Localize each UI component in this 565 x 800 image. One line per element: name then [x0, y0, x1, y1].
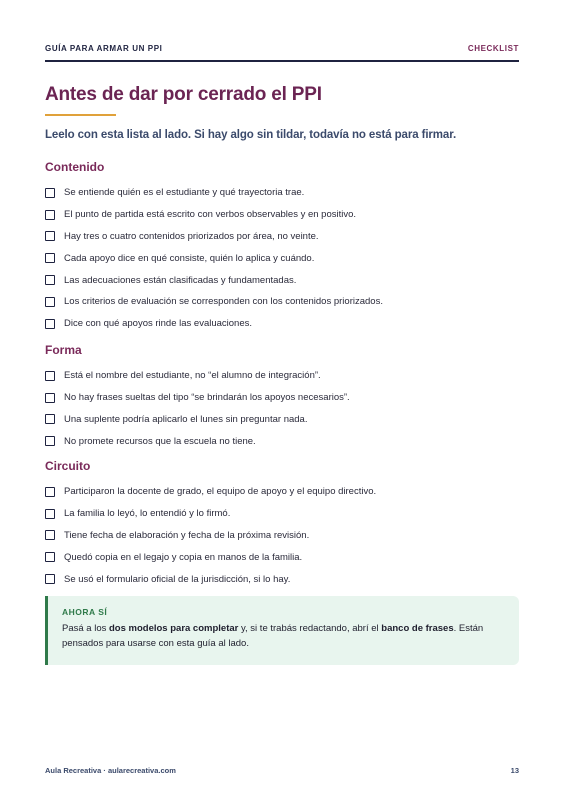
checkbox[interactable] [45, 436, 55, 446]
checklist-item[interactable]: Quedó copia en el legajo y copia en manos de la familia. [45, 546, 525, 568]
section-label: CHECKLIST [467, 44, 519, 53]
page-footer [45, 766, 519, 775]
checklist-item[interactable]: Participaron la docente de grado, el equipo de apoyo y el equipo directivo. [45, 481, 525, 503]
phrase-bank-link: banco de frases [381, 623, 454, 634]
checklist-item[interactable]: No hay frases sueltas del tipo “se brindarán los apoyos necesarios”. [45, 387, 525, 409]
checklist-item[interactable]: Se usó el formulario oficial de la jurisdicción, si lo hay. [45, 568, 525, 590]
section-circuito [45, 459, 525, 590]
checklist-item[interactable]: Los criterios de evaluación se corresponden con los contenidos priorizados. [45, 291, 525, 313]
checklist-item[interactable]: Dice con qué apoyos rinde las evaluaciones. [45, 313, 525, 335]
callout-title: AHORA SÍ [62, 607, 108, 617]
models-link: dos modelos para completar [109, 623, 239, 634]
section-forma [45, 343, 525, 452]
checkbox[interactable] [45, 371, 55, 381]
section-heading: Circuito [45, 459, 91, 473]
section-contenido [45, 160, 525, 335]
checklist-item[interactable]: Las adecuaciones están clasificadas y fundamentadas. [45, 269, 525, 291]
ahora-si-callout [45, 596, 519, 665]
page-number: 13 [510, 766, 519, 775]
section-heading: Forma [45, 343, 82, 357]
checkbox[interactable] [45, 275, 55, 285]
intro-text: Leelo con esta lista al lado. Si hay algo sin tildar, todavía no está para firmar. [45, 129, 457, 141]
checkbox[interactable] [45, 231, 55, 241]
checklist-item[interactable]: El punto de partida está escrito con verbos observables y en positivo. [45, 204, 525, 226]
checkbox[interactable] [45, 574, 55, 584]
checklist-item[interactable]: Se entiende quién es el estudiante y qué trayectoria trae. [45, 182, 525, 204]
checkbox[interactable] [45, 210, 55, 220]
checkbox[interactable] [45, 552, 55, 562]
checkbox[interactable] [45, 393, 55, 403]
checkbox[interactable] [45, 487, 55, 497]
checklist-item[interactable]: Hay tres o cuatro contenidos priorizados por área, no veinte. [45, 226, 525, 248]
checkbox[interactable] [45, 253, 55, 263]
callout-body: Pasá a los dos modelos para completar y, si te trabás redactando, abrí el banco de frases. Están pensados para usarse con esta guía al lado. [62, 623, 484, 649]
checklist-item[interactable]: Está el nombre del estudiante, no “el alumno de integración”. [45, 365, 525, 387]
checkbox[interactable] [45, 414, 55, 424]
checklist-item[interactable]: Tiene fecha de elaboración y fecha de la próxima revisión. [45, 525, 525, 547]
checkbox[interactable] [45, 297, 55, 307]
page-title: Antes de dar por cerrado el PPI [45, 84, 322, 105]
checkbox[interactable] [45, 530, 55, 540]
checklist-item[interactable]: No promete recursos que la escuela no tiene. [45, 430, 525, 452]
title-underline [45, 114, 116, 116]
checklist-item[interactable]: Cada apoyo dice en qué consiste, quién lo aplica y cuándo. [45, 247, 525, 269]
checklist-item[interactable]: Una suplente podría aplicarlo el lunes sin preguntar nada. [45, 409, 525, 431]
guide-title: GUÍA PARA ARMAR UN PPI [45, 44, 163, 53]
checkbox[interactable] [45, 319, 55, 329]
checkbox[interactable] [45, 188, 55, 198]
checklist-item[interactable]: La familia lo leyó, lo entendió y lo firmó. [45, 503, 525, 525]
checkbox[interactable] [45, 509, 55, 519]
page-header [45, 44, 519, 62]
section-heading: Contenido [45, 160, 105, 174]
footer-brand: Aula Recreativa · aularecreativa.com [45, 766, 176, 775]
